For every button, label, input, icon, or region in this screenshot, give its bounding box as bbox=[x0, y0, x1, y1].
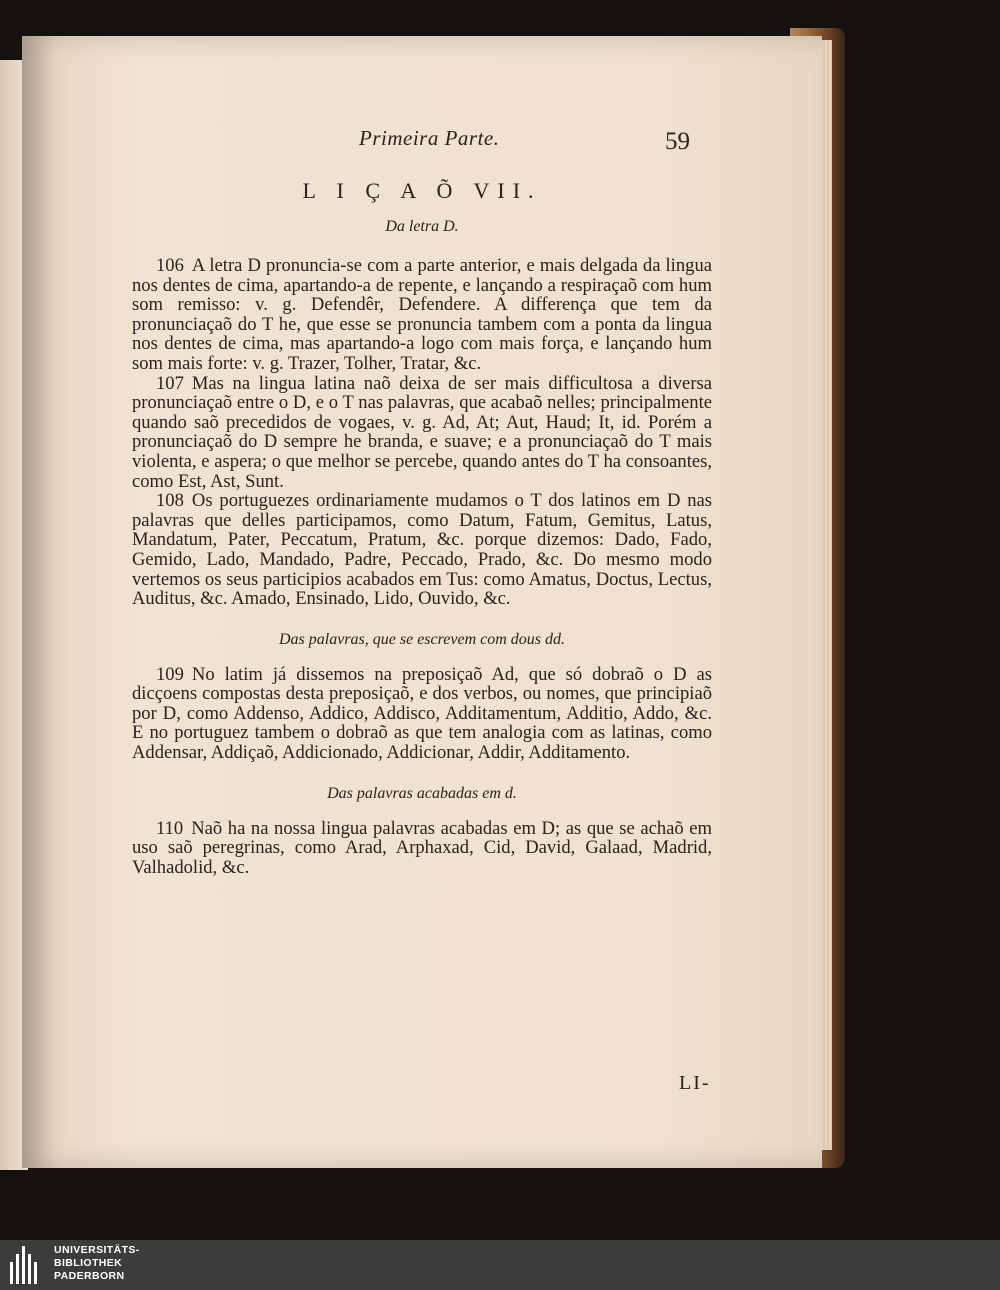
section-title-double-d: Das palavras, que se escrevem com dous dd. bbox=[278, 630, 565, 648]
logo-line: PADERBORN bbox=[54, 1270, 125, 1282]
section-title-ending-d: Das palavras acabadas em d. bbox=[327, 784, 517, 802]
paragraph-text: No latim já dissemos na preposiçaõ Ad, que só dobraõ o D as dicçoens compostas desta preposiçaõ, e dos verbos, ou nomes, que principiaõ por D, como Addenso, Addico, Addisco, Additamentum, Additio, Addo, &c. E no portuguez tambem o dobraõ as que tem analogia com as latinas, como Addensar, Addiçaõ, Addicionado, Addicionar, Addir, Additamento. bbox=[132, 663, 712, 764]
paragraph-text: Os portuguezes ordinariamente mudamos o T dos latinos em D nas palavras que delles participamos, como Datum, Fatum, Gemitus, Latus, Mandatum, Pater, Peccatum, Pratum, &c. porque dizemos: Dado, Fado, Gemido, Lado, Mandado, Padre, Peccado, Prado, &c. Do mesmo modo vertemos os seus participios acabados em Tus: como Amatus, Doctus, Lectus, Auditus, &c. Amado, Ensinado, Lido, Ouvido, &c. bbox=[132, 490, 712, 610]
section-title: Da letra D. bbox=[385, 218, 459, 235]
paragraph-text: Mas na lingua latina naõ deixa de ser mais difficultosa a diversa pronunciaçaõ entre o D, e o T nas palavras, que acabaõ nelles; principalmente quando saõ precedidos de vogaes, v. g. Ad, At; Aut, Haud; It, id. Porém a pronunciaçaõ do D sempre he branda, e suave; e a pronunciaçaõ do T mais violenta, e aspera; o que melhor se percebe, quando antes do T ha consoantes, como Est, Ast, Sunt. bbox=[132, 372, 712, 492]
paragraph-number: 106 bbox=[156, 255, 184, 276]
page-number: 59 bbox=[665, 128, 690, 155]
library-footer bbox=[0, 1240, 1000, 1290]
paragraph-110 bbox=[132, 819, 712, 878]
paragraph-106 bbox=[132, 256, 712, 374]
library-logo-text bbox=[54, 1244, 140, 1283]
logo-line: BIBLIOTHEK bbox=[54, 1257, 123, 1269]
paragraph-number: 108 bbox=[156, 490, 184, 512]
paragraph-text: A letra D pronuncia-se com a parte anterior, e mais delgada da lingua nos dentes de cima, apartando-a de repente, e lançando a respiraçaõ com hum som remisso: v. g. Defendêr, Defendere. A differença que tem da pronunciaçaõ do T he, que esse se pronuncia tambem com a ponta da lingua nos dentes de cima, mas apartando-a logo com mais força, e lançando hum som mais forte: v. g. Trazer, Tolher, Tratar, &c. bbox=[132, 255, 712, 374]
paragraph-number: 109 bbox=[156, 663, 184, 685]
book-page bbox=[22, 36, 822, 1168]
paragraph-108 bbox=[132, 491, 712, 609]
running-head: Primeira Parte. bbox=[359, 126, 500, 150]
logo-line: UNIVERSITÄTS- bbox=[54, 1244, 140, 1256]
library-logo-icon bbox=[10, 1246, 44, 1284]
paragraph-text: Naõ ha na nossa lingua palavras acabadas em D; as que se achaõ em uso saõ peregrinas, como Arad, Arphaxad, Cid, David, Galaad, Madrid, Valhadolid, &c. bbox=[132, 817, 712, 878]
paragraph-107 bbox=[132, 374, 712, 492]
paragraph-number: 110 bbox=[156, 817, 184, 839]
paragraph-109 bbox=[132, 665, 712, 763]
catchword: LI- bbox=[679, 1072, 711, 1094]
page-content bbox=[132, 126, 712, 1094]
paragraph-number: 107 bbox=[156, 372, 184, 394]
page-header bbox=[132, 126, 712, 166]
chapter-title: L I Ç A Õ VII. bbox=[302, 178, 542, 203]
